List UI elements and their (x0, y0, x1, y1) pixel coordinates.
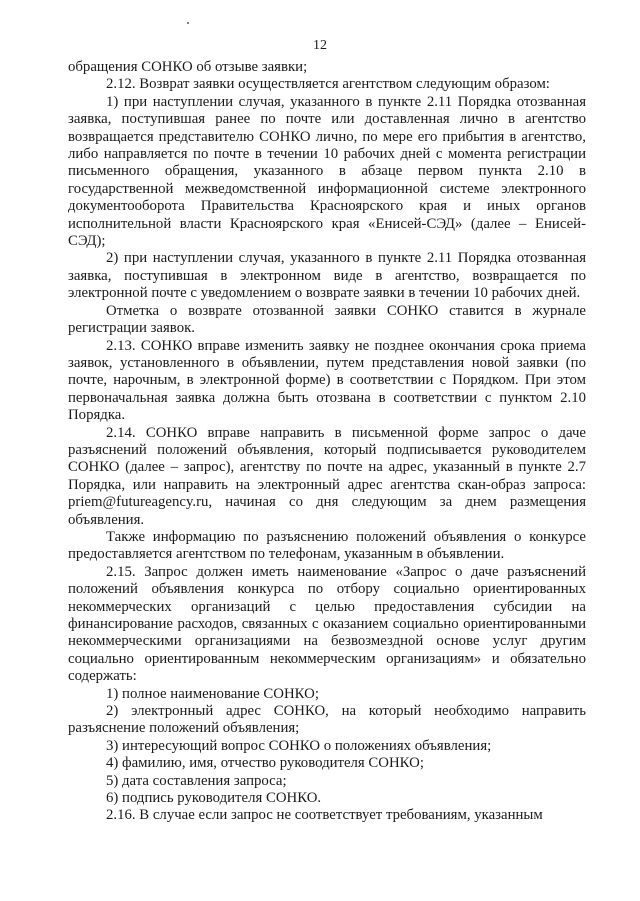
paragraph-return-note: Отметка о возврате отозванной заявки СОНКО ставится в журнале регистрации заявок. (68, 302, 586, 337)
list-item-2-15-3: 3) интересующий вопрос СОНКО о положениях объявления; (106, 737, 492, 754)
paragraph-2-13: 2.13. СОНКО вправе изменить заявку не позднее окончания срока приема заявок, установленного в объявлении, путем представления новой заявки (по почте, нарочным, в электронной форме) в соответствии с Порядком. При этом первоначальная заявка должна быть отозвана в соответствии с пунктом 2.10 Порядка. (68, 337, 586, 424)
list-item-2-15-5: 5) дата составления запроса; (106, 772, 287, 789)
document-body (68, 59, 586, 825)
paragraph-2-16: 2.16. В случае если запрос не соответствует требованиям, указанным (106, 807, 543, 824)
scan-speck (187, 22, 189, 24)
paragraph-2-15: 2.15. Запрос должен иметь наименование «Запрос о даче разъяснений положений объявления конкурса по отбору социально ориентированных некоммерческих организаций с целью предоставления субсидии на финансирование расходов, связанных с оказанием социально ориентированными некоммерческими организациями на безвозмездной основе услуг другим социально ориентированным некоммерческим организациям» и обязательно содержать: (68, 563, 586, 685)
list-item-2-15-2: 2) электронный адрес СОНКО, на который необходимо направить разъяснение положений объявления; (68, 703, 586, 737)
list-item-2-12-2: 2) при наступлении случая, указанного в пункте 2.11 Порядка отозванная заявка, поступившая в электронном виде в агентство, возвращается по электронной почте с уведомлением о возврате заявки в течении 10 рабочих дней. (68, 250, 586, 302)
paragraph-2-12: 2.12. Возврат заявки осуществляется агентством следующим образом: (106, 76, 550, 93)
list-item-2-15-6: 6) подпись руководителя СОНКО. (106, 790, 322, 807)
list-item-2-15-4: 4) фамилию, имя, отчество руководителя СОНКО; (106, 755, 424, 772)
paragraph-2-14: 2.14. СОНКО вправе направить в письменной форме запрос о даче разъяснений положений объявления, который подписывается руководителем СОНКО (далее – запрос), агентству по почте на адрес, указанный в пункте 2.7 Порядка, или направить на электронный адрес агентства скан-образ запроса: priem@futureagency.ru, начиная со дня следующим за днем размещения объявления. (68, 424, 586, 528)
page-number: 12 (313, 38, 327, 53)
list-item-2-12-1: 1) при наступлении случая, указанного в пункте 2.11 Порядка отозванная заявка, поступившая ранее по почте или доставленная лично в агентство возвращается представителю СОНКО лично, по мере его прибытия в агентство, либо направляется по почте в течении 10 рабочих дней с момента регистрации письменного обращения, указанного в абзаце первом пункта 2.10 в государственной межведомственной информационной системе электронного документооборота Правительства Красноярского края и иных органов исполнительной власти Красноярского края «Енисей-СЭД» (далее – Енисей-СЭД); (68, 93, 586, 250)
paragraph-phone-info: Также информацию по разъяснению положений объявления о конкурсе предоставляется агентством по телефонам, указанным в объявлении. (68, 528, 586, 563)
list-item-2-15-1: 1) полное наименование СОНКО; (106, 685, 319, 702)
paragraph-continuation: обращения СОНКО об отзыве заявки; (68, 59, 308, 75)
